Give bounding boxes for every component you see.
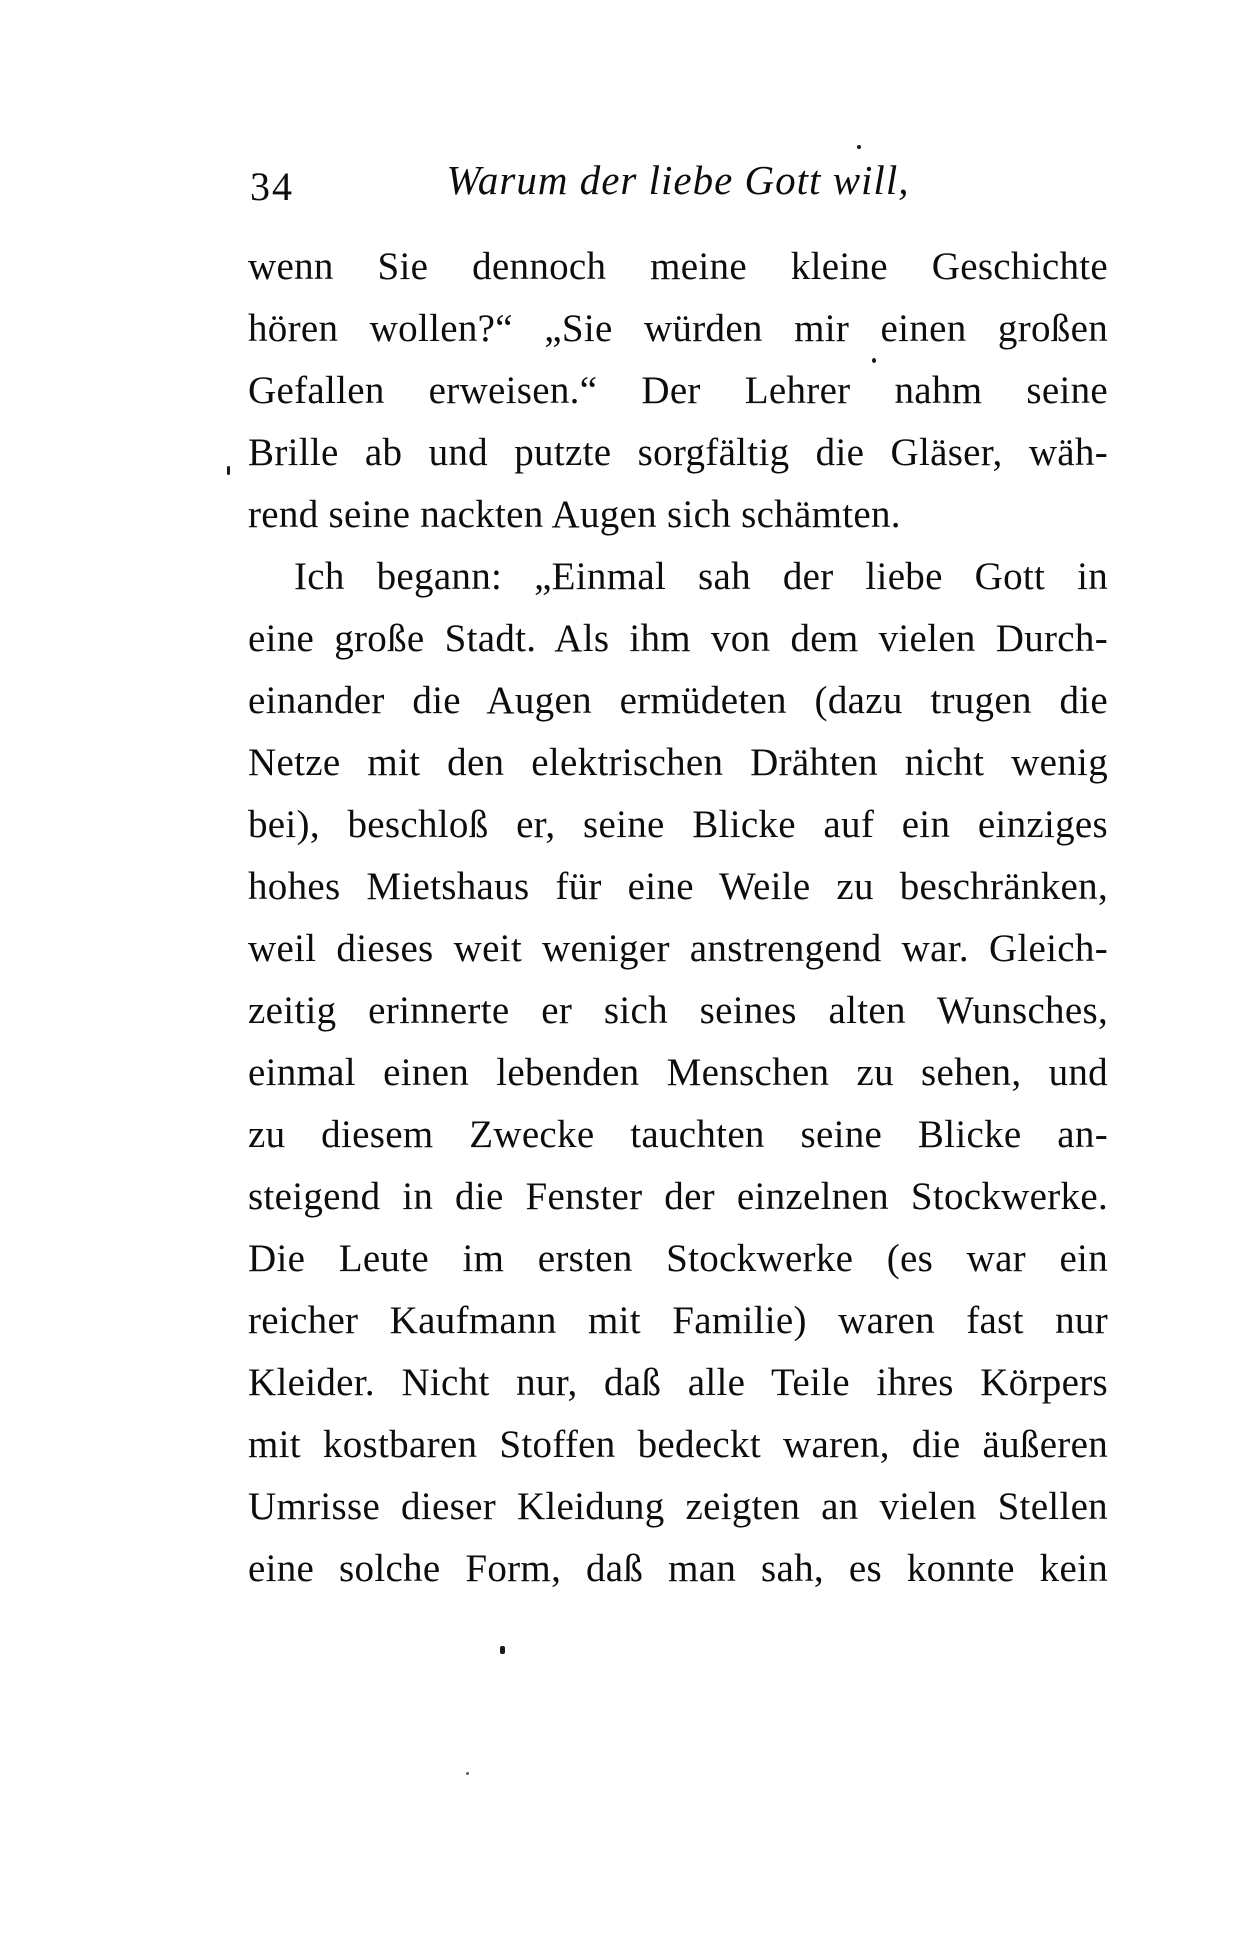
scan-speck — [500, 1646, 505, 1654]
body-text — [248, 236, 1108, 1600]
text-line: bei), beschloß er, seine Blicke auf ein einziges — [248, 803, 1108, 846]
text-line: reicher Kaufmann mit Familie) waren fast nur — [248, 1299, 1108, 1342]
text-line: Brille ab und putzte sorgfältig die Gläser, wäh- — [248, 431, 1108, 474]
running-header: Warum der liebe Gott will, — [446, 157, 910, 203]
scan-speck — [466, 1772, 469, 1775]
text-line: Kleider. Nicht nur, daß alle Teile ihres Körpers — [248, 1361, 1108, 1404]
text-line: einmal einen lebenden Menschen zu sehen, und — [248, 1051, 1108, 1094]
scan-speck — [227, 466, 230, 475]
text-line: rend seine nackten Augen sich schämten. — [248, 493, 901, 536]
scan-speck — [872, 358, 876, 363]
text-line: einander die Augen ermüdeten (dazu trugen die — [248, 679, 1108, 722]
text-line: zeitig erinnerte er sich seines alten Wunsches, — [248, 989, 1108, 1032]
text-line: wenn Sie dennoch meine kleine Geschichte — [248, 245, 1108, 288]
text-line: Netze mit den elektrischen Drähten nicht wenig — [248, 741, 1108, 784]
scan-speck — [857, 145, 861, 149]
text-line: hören wollen?“ „Sie würden mir einen großen — [248, 307, 1108, 350]
page-number: 34 — [250, 164, 294, 209]
text-line: hohes Mietshaus für eine Weile zu beschränken, — [248, 865, 1108, 908]
text-line: mit kostbaren Stoffen bedeckt waren, die äußeren — [248, 1423, 1108, 1466]
text-line: eine große Stadt. Als ihm von dem vielen Durch- — [248, 617, 1108, 660]
text-line: steigend in die Fenster der einzelnen Stockwerke. — [248, 1175, 1108, 1218]
text-line: Die Leute im ersten Stockwerke (es war ein — [248, 1237, 1108, 1280]
text-line: Ich begann: „Einmal sah der liebe Gott in — [294, 555, 1108, 598]
text-line: Gefallen erweisen.“ Der Lehrer nahm seine — [248, 369, 1108, 412]
text-line: weil dieses weit weniger anstrengend war. Gleich- — [248, 927, 1108, 970]
text-line: eine solche Form, daß man sah, es konnte kein — [248, 1547, 1108, 1590]
text-line: zu diesem Zwecke tauchten seine Blicke an- — [248, 1113, 1108, 1156]
text-line: Umrisse dieser Kleidung zeigten an vielen Stellen — [248, 1485, 1108, 1528]
